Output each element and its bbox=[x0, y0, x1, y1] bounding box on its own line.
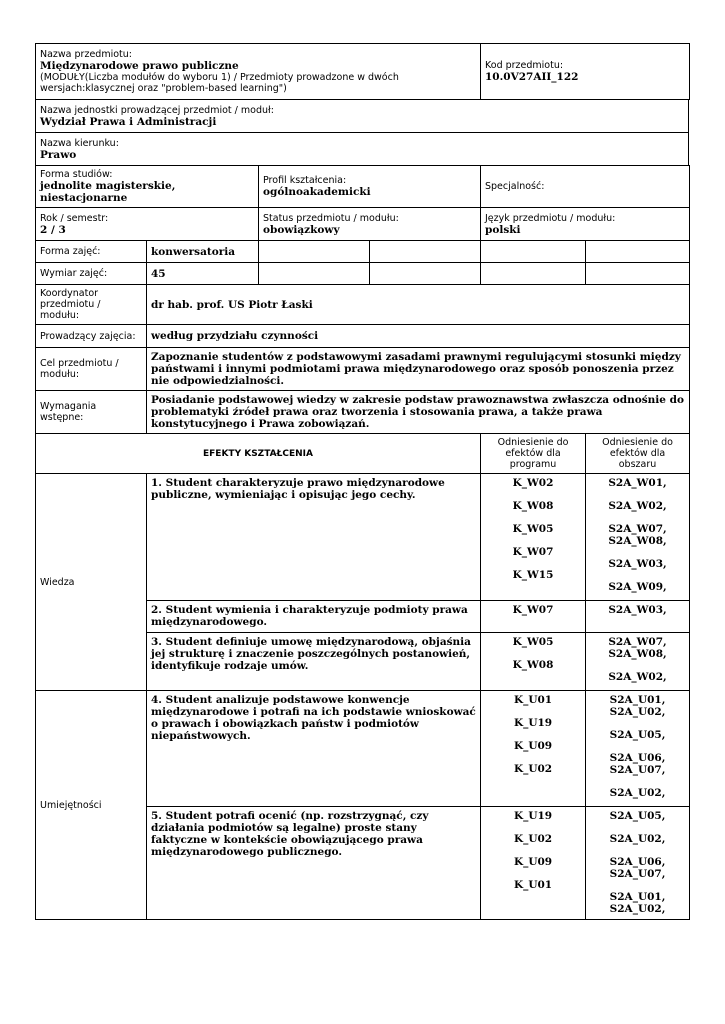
study-form-label: Forma studiów: bbox=[40, 169, 113, 180]
classes-form-value: konwersatoria bbox=[147, 241, 259, 263]
area-code: S2A_W08, bbox=[608, 535, 667, 547]
program-code: K_W15 bbox=[512, 569, 554, 581]
program-code: K_U01 bbox=[513, 694, 553, 706]
outcome-4-text: 4. Student analizuje podstawowe konwencje międzynarodowe i potrafi na ich podstawie wnioskować o prawach i obowiązkach państw i podmiotów niepaństwowych. bbox=[147, 691, 481, 807]
area-code: S2A_U02, bbox=[609, 833, 666, 845]
area-code: S2A_U07, bbox=[609, 868, 666, 880]
program-code: K_U02 bbox=[513, 833, 553, 845]
outcome-3-program bbox=[481, 633, 586, 691]
outcome-3-text: 3. Student definiuje umowę międzynarodową, objaśnia jej strukturę i znaczenie poszczególnych postanowień, identyfikuje rodzaje umów. bbox=[147, 633, 481, 691]
outcome-5-text: 5. Student potrafi ocenić (np. rozstrzygnąć, czy działania podmiotów są legalne) proste stany faktyczne w kontekście obowiązującego prawa międzynarodowego publicznego. bbox=[147, 807, 481, 920]
header-table bbox=[35, 43, 690, 100]
program-code: K_U01 bbox=[513, 879, 553, 891]
instructor-value: według przydziału czynności bbox=[147, 325, 690, 348]
skills-label: Umiejętności bbox=[36, 691, 147, 920]
program-code: K_W02 bbox=[512, 477, 554, 489]
area-code: S2A_U05, bbox=[609, 810, 666, 822]
area-code: S2A_W08, bbox=[608, 648, 667, 660]
coordinator-label: Koordynator przedmiotu / modułu: bbox=[36, 285, 147, 325]
outcome-5-program bbox=[481, 807, 586, 920]
program-code: K_W07 bbox=[512, 546, 554, 558]
subject-code-cell bbox=[481, 44, 690, 100]
subject-name-label: Nazwa przedmiotu: bbox=[40, 49, 132, 60]
outcome-2-program bbox=[481, 601, 586, 633]
area-code: S2A_W03, bbox=[608, 604, 667, 616]
classes-form-label: Forma zajęć: bbox=[36, 241, 147, 263]
outcome-1-program bbox=[481, 474, 586, 601]
outcome-1-text: 1. Student charakteryzuje prawo międzynarodowe publiczne, wymieniając i opisując jego cechy. bbox=[147, 474, 481, 601]
language-label: Język przedmiotu / modułu: bbox=[485, 212, 616, 224]
outcome-3-area bbox=[586, 633, 690, 691]
requirements-label: Wymagania wstępne: bbox=[36, 391, 147, 434]
program-code: K_W08 bbox=[512, 659, 554, 671]
hours-value: 45 bbox=[147, 263, 259, 285]
status-label: Status przedmiotu / modułu: bbox=[263, 212, 399, 224]
area-code: S2A_W03, bbox=[608, 558, 667, 570]
outcome-2-text: 2. Student wymienia i charakteryzuje podmioty prawa międzynarodowego. bbox=[147, 601, 481, 633]
area-code: S2A_U02, bbox=[609, 787, 666, 799]
subject-name: Międzynarodowe prawo publiczne bbox=[40, 60, 239, 72]
field-label: Nazwa kierunku: bbox=[40, 137, 119, 149]
area-code: S2A_U01, bbox=[609, 891, 666, 903]
coordinator-value: dr hab. prof. US Piotr Łaski bbox=[147, 285, 690, 325]
profile-value: ogólnoakademicki bbox=[263, 186, 371, 198]
unit-table bbox=[35, 99, 689, 166]
language-value: polski bbox=[485, 223, 521, 236]
goal-value: Zapoznanie studentów z podstawowymi zasadami prawnymi regulującymi stosunki między państwami i innymi podmiotami prawa międzynarodowego oraz sposób ponoszenia przez nie odpowiedzialności. bbox=[147, 348, 690, 391]
knowledge-label: Wiedza bbox=[36, 474, 147, 691]
goal-label: Cel przedmiotu / modułu: bbox=[36, 348, 147, 391]
year-label: Rok / semestr: bbox=[40, 212, 109, 224]
year-value: 2 / 3 bbox=[40, 223, 66, 236]
area-code: S2A_U06, bbox=[609, 856, 666, 868]
area-ref-header: Odniesienie do efektów dla obszaru bbox=[586, 434, 690, 474]
program-code: K_W07 bbox=[512, 604, 554, 616]
program-code: K_U19 bbox=[513, 810, 553, 822]
program-code: K_W08 bbox=[512, 500, 554, 512]
area-code: S2A_W09, bbox=[608, 581, 667, 593]
program-code: K_W05 bbox=[512, 636, 554, 648]
outcome-5-area bbox=[586, 807, 690, 920]
subject-cell bbox=[36, 44, 481, 100]
area-code: S2A_W07, bbox=[608, 636, 667, 648]
area-code: S2A_W07, bbox=[608, 523, 667, 535]
field-value: Prawo bbox=[40, 148, 77, 161]
instructor-label: Prowadzący zajęcia: bbox=[36, 325, 147, 348]
outcome-2-area bbox=[586, 601, 690, 633]
area-code: S2A_W02, bbox=[608, 500, 667, 512]
area-code: S2A_U01, bbox=[609, 694, 666, 706]
area-code: S2A_W02, bbox=[608, 671, 667, 683]
program-code: K_U09 bbox=[513, 740, 553, 752]
profile-label: Profil kształcenia: bbox=[263, 175, 347, 186]
subject-code: 10.0V27AII_122 bbox=[485, 71, 579, 83]
study-info-table bbox=[35, 165, 690, 241]
syllabus-sheet bbox=[35, 43, 689, 920]
area-code: S2A_U02, bbox=[609, 903, 666, 915]
hours-label: Wymiar zajęć: bbox=[36, 263, 147, 285]
outcomes-header: EFEKTY KSZTAŁCENIA bbox=[36, 434, 481, 474]
outcomes-table bbox=[35, 433, 690, 920]
subject-note: (MODUŁY(Liczba modułów do wyboru 1) / Przedmioty prowadzone w dwóch wersjach:klasycznej oraz "problem-based learning") bbox=[40, 72, 399, 94]
program-code: K_U09 bbox=[513, 856, 553, 868]
details-table bbox=[35, 284, 690, 434]
program-code: K_U19 bbox=[513, 717, 553, 729]
area-code: S2A_U07, bbox=[609, 764, 666, 776]
unit-value: Wydział Prawa i Administracji bbox=[40, 115, 217, 128]
specialty-label: Specjalność: bbox=[485, 181, 545, 192]
requirements-value: Posiadanie podstawowej wiedzy w zakresie podstaw prawoznawstwa zwłaszcza odnośnie do problematyki źródeł prawa oraz tworzenia i stosowania prawa, a także prawa konstytucyjnego i Prawa zobowiązań. bbox=[147, 391, 690, 434]
outcome-1-area bbox=[586, 474, 690, 601]
area-code: S2A_U05, bbox=[609, 729, 666, 741]
program-code: K_W05 bbox=[512, 523, 554, 535]
subject-code-label: Kod przedmiotu: bbox=[485, 60, 564, 71]
classes-table bbox=[35, 240, 690, 285]
program-ref-header: Odniesienie do efektów dla programu bbox=[481, 434, 586, 474]
area-code: S2A_U02, bbox=[609, 706, 666, 718]
status-value: obowiązkowy bbox=[263, 223, 340, 236]
program-code: K_U02 bbox=[513, 763, 553, 775]
area-code: S2A_W01, bbox=[608, 477, 667, 489]
outcome-4-area bbox=[586, 691, 690, 807]
outcome-4-program bbox=[481, 691, 586, 807]
study-form-value: jednolite magisterskie, niestacjonarne bbox=[40, 180, 176, 204]
area-code: S2A_U06, bbox=[609, 752, 666, 764]
unit-label: Nazwa jednostki prowadzącej przedmiot / moduł: bbox=[40, 104, 274, 116]
